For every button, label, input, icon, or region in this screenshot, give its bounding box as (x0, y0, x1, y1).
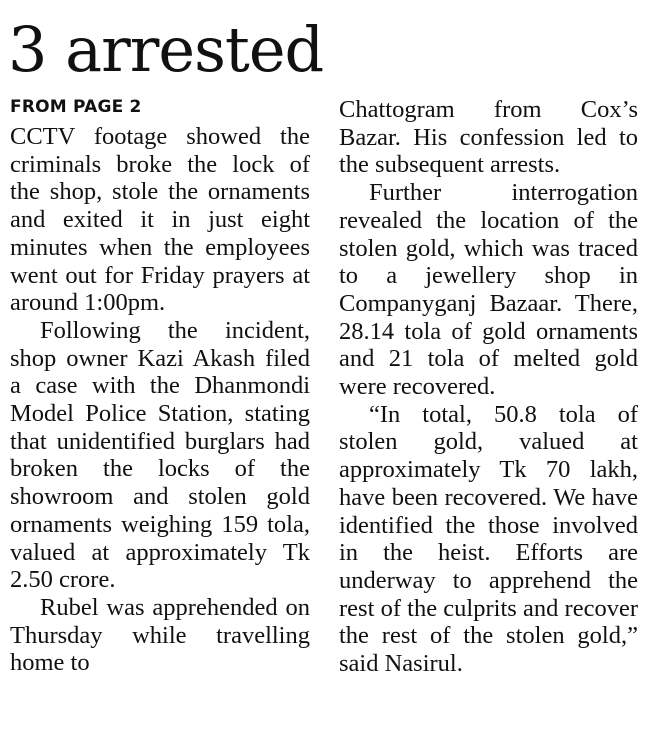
jump-label: FROM PAGE 2 (10, 97, 142, 117)
headline: 3 arrested (8, 13, 324, 86)
quote-paragraph: “In total, 50.8 tola of stolen gold, valued at approximately Tk 70 lakh, have been recovered. We have identified the those involved in the heist. Efforts are underway to apprehend the rest of the culprits and recover the rest of the stolen gold,” said Nasirul. (339, 400, 638, 678)
article-column-left (10, 123, 310, 677)
body-paragraph-continued: Chattogram from Cox’s Bazar. His confession led to the subsequent arrests. (339, 96, 638, 179)
body-paragraph: Rubel was apprehended on Thursday while travelling home to (10, 593, 310, 677)
article-column-right (339, 96, 638, 678)
body-paragraph: CCTV footage showed the criminals broke the lock of the shop, stole the ornaments and exited it in just eight minutes when the employees went out for Friday prayers at around 1:00pm. (10, 123, 310, 317)
body-paragraph: Further interrogation revealed the location of the stolen gold, which was traced to a jewellery shop in Companyganj Bazaar. There, 28.14 tola of gold ornaments and 21 tola of melted gold were recovered. (339, 179, 638, 401)
body-paragraph: Following the incident, shop owner Kazi Akash filed a case with the Dhanmondi Model Police Station, stating that unidentified burglars had broken the locks of the showroom and stolen gold ornaments weighing 159 tola, valued at approximately Tk 2.50 crore. (10, 316, 310, 594)
